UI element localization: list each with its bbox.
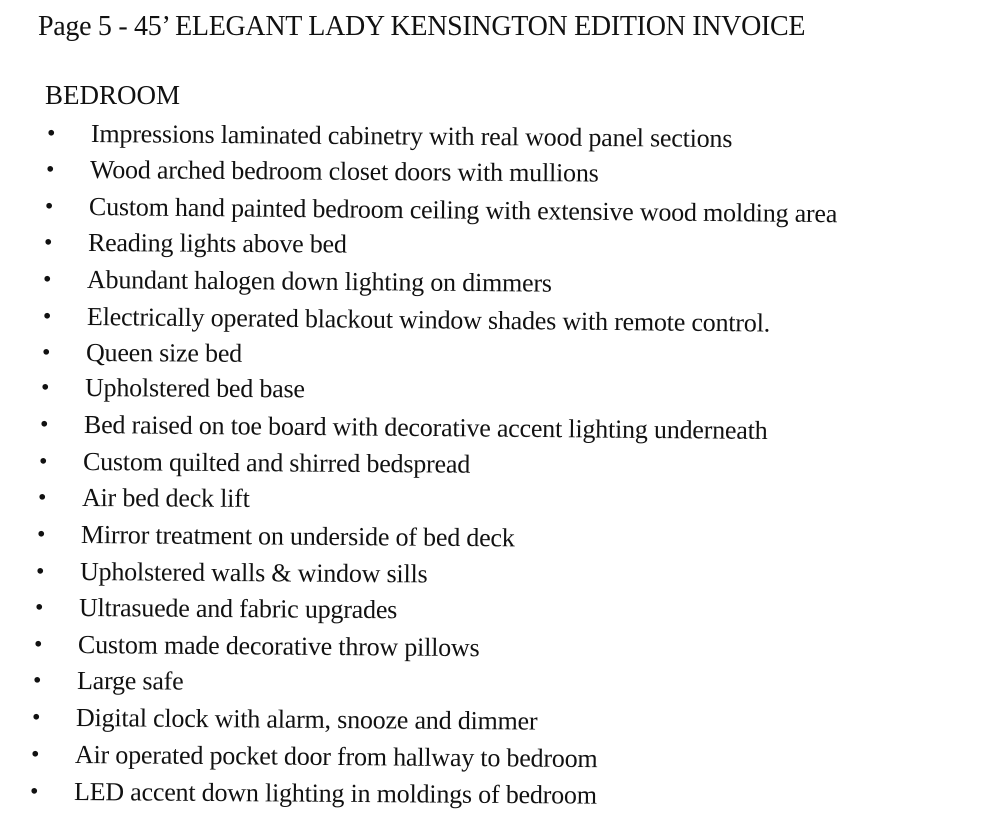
- list-item: [32, 666, 184, 697]
- list-item: [42, 302, 771, 339]
- list-item-text: Reading lights above bed: [87, 228, 347, 259]
- list-item-text: Queen size bed: [85, 338, 243, 368]
- bullet-icon: •: [32, 667, 42, 694]
- list-item: [40, 373, 305, 404]
- list-item: [44, 192, 838, 229]
- bullet-icon: •: [37, 484, 47, 511]
- bullet-icon: •: [36, 521, 46, 548]
- list-item-text: Upholstered bed base: [84, 373, 305, 404]
- list-item: [34, 593, 398, 625]
- bullet-icon: •: [29, 778, 39, 805]
- list-item-text: Upholstered walls & window sills: [79, 557, 428, 589]
- list-item-text: Custom hand painted bedroom ceiling with extensive wood molding area: [88, 192, 838, 229]
- list-item: [41, 338, 243, 369]
- list-item-text: Mirror treatment on underside of bed deck: [80, 520, 515, 553]
- bullet-icon: •: [30, 741, 40, 768]
- page-title: Page 5 - 45’ ELEGANT LADY KENSINGTON EDITION INVOICE: [38, 11, 806, 42]
- list-item: [29, 777, 597, 811]
- bullet-icon: •: [40, 374, 50, 401]
- list-item-text: Electrically operated blackout window shades with remote control.: [86, 302, 771, 338]
- list-item-text: Custom made decorative throw pillows: [77, 630, 480, 663]
- list-item: [38, 447, 471, 480]
- list-item-text: Ultrasuede and fabric upgrades: [78, 593, 398, 625]
- list-item: [43, 228, 347, 260]
- list-item-text: Wood arched bedroom closet doors with mullions: [89, 155, 599, 188]
- bullet-icon: •: [45, 156, 55, 183]
- list-item-text: Impressions laminated cabinetry with real wood panel sections: [90, 119, 733, 154]
- list-item-text: Large safe: [76, 666, 184, 696]
- list-item: [46, 119, 733, 154]
- list-item-text: Custom quilted and shirred bedspread: [82, 447, 471, 479]
- list-item: [39, 410, 768, 446]
- bullet-icon: •: [34, 594, 44, 621]
- list-item: [37, 483, 250, 514]
- list-item: [33, 630, 480, 663]
- list-item-text: Air bed deck lift: [81, 483, 250, 513]
- list-item: [45, 155, 599, 189]
- list-item-text: LED accent down lighting in moldings of bedroom: [73, 777, 597, 810]
- bullet-icon: •: [41, 339, 51, 366]
- list-item-text: Digital clock with alarm, snooze and dimmer: [75, 703, 538, 736]
- bullet-icon: •: [43, 229, 53, 256]
- bullet-icon: •: [42, 303, 52, 330]
- bullet-icon: •: [33, 631, 43, 658]
- section-heading-bedroom: BEDROOM: [45, 80, 181, 110]
- bullet-icon: •: [38, 448, 48, 475]
- bullet-icon: •: [44, 193, 54, 220]
- list-item-text: Air operated pocket door from hallway to bedroom: [74, 740, 598, 774]
- list-item: [35, 557, 428, 589]
- list-item-text: Bed raised on toe board with decorative accent lighting underneath: [83, 410, 768, 445]
- list-item: [42, 265, 552, 299]
- list-item-text: Abundant halogen down lighting on dimmers: [86, 265, 552, 298]
- bullet-icon: •: [42, 266, 52, 293]
- bullet-icon: •: [46, 120, 56, 147]
- bullet-icon: •: [39, 411, 49, 438]
- list-item: [30, 740, 598, 774]
- bullet-icon: •: [35, 558, 45, 585]
- list-item: [31, 703, 538, 737]
- list-item: [36, 520, 515, 553]
- bullet-icon: •: [31, 704, 41, 731]
